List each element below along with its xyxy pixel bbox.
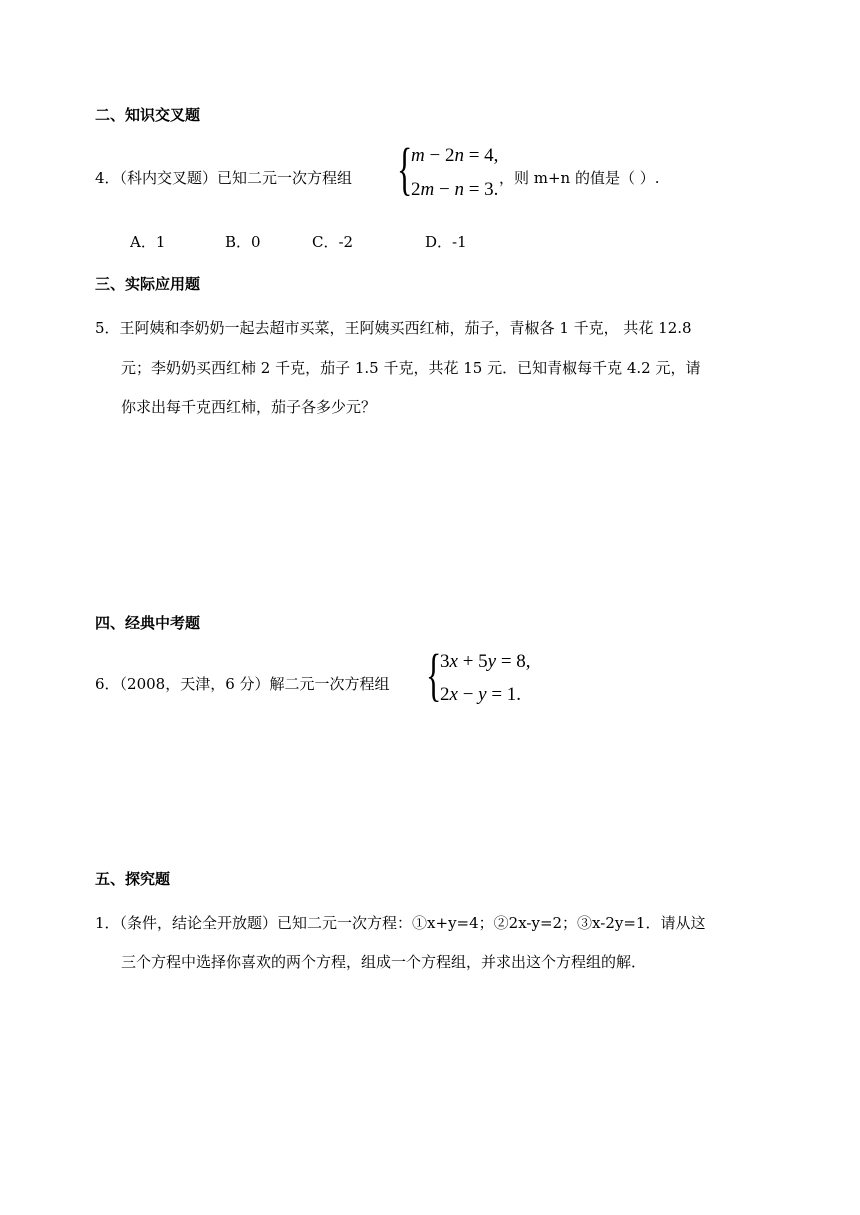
q4-suffix: ，则 m+n 的值是（ ）. bbox=[499, 169, 660, 187]
q4-equation-1: m − 2n = 4, bbox=[411, 145, 499, 166]
q4-equation-2: 2m − n = 3. bbox=[411, 179, 499, 200]
q4-option-b: B．0 bbox=[225, 233, 261, 251]
q5-line-2: 元；李奶奶买西红柿 2 千克，茄子 1.5 千克，共花 15 元．已知青椒每千克 4.2 元，请 bbox=[121, 359, 701, 377]
section-heading-5: 五、探究题 bbox=[95, 870, 171, 888]
q1-line-1: 1．（条件，结论全开放题）已知二元一次方程：①x+y=4；②2x-y=2；③x-2y=1．请从这 bbox=[95, 914, 706, 932]
q4-stem: 4．（科内交叉题）已知二元一次方程组 bbox=[95, 169, 353, 187]
q6-equation-1: 3x + 5y = 8, bbox=[440, 651, 531, 672]
q5-line-3: 你求出每千克西红柿，茄子各多少元？ bbox=[121, 398, 377, 416]
q4-option-a: A．1 bbox=[130, 233, 166, 251]
q4-option-d: D．-1 bbox=[425, 233, 467, 251]
q5-line-1: 5．王阿姨和李奶奶一起去超市买菜，王阿姨买西红柿，茄子，青椒各 1 千克， 共花 12.8 bbox=[95, 319, 692, 337]
q4-brace: { bbox=[397, 136, 413, 201]
q6-equation-2: 2x − y = 1. bbox=[440, 684, 522, 705]
q6-stem: 6．（2008，天津，6 分）解二元一次方程组 bbox=[95, 675, 390, 693]
q1-line-2: 三个方程中选择你喜欢的两个方程，组成一个方程组，并求出这个方程组的解． bbox=[121, 953, 647, 971]
section-heading-4: 四、经典中考题 bbox=[95, 614, 201, 632]
section-heading-2: 二、知识交叉题 bbox=[95, 106, 201, 124]
q6-brace: { bbox=[426, 642, 442, 707]
q4-option-c: C．-2 bbox=[312, 233, 354, 251]
section-heading-3: 三、实际应用题 bbox=[95, 275, 201, 293]
